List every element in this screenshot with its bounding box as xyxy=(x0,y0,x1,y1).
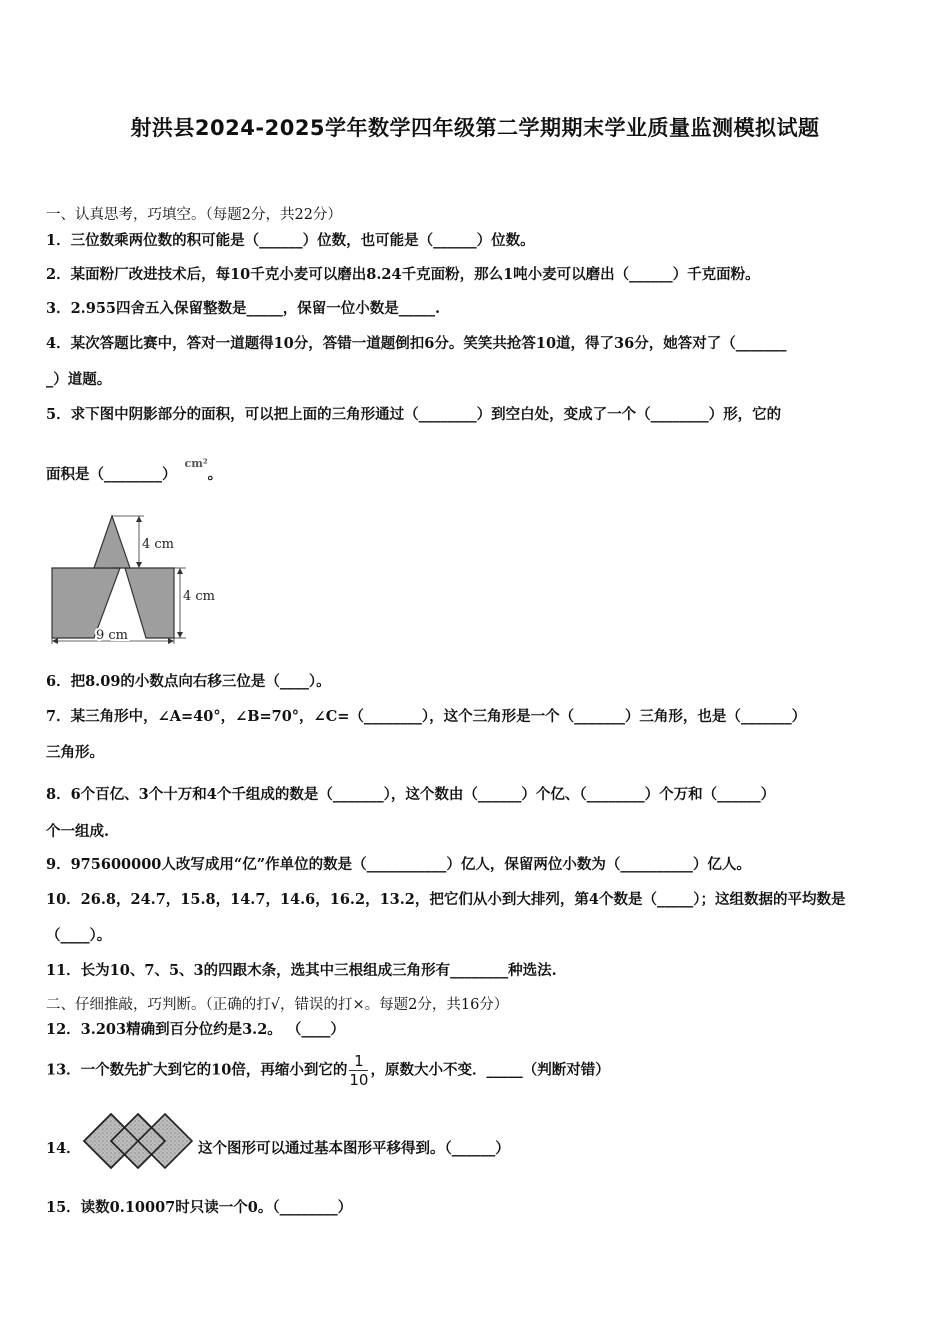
question-6: 6．把8.09的小数点向右移三位是（____）。 xyxy=(46,673,331,690)
question-13-post: ，原数大小不变．_____（判断对错） xyxy=(370,1061,610,1079)
question-5-line1: 5．求下图中阴影部分的面积，可以把上面的三角形通过（________）到空白处，变成了一个（________）形，它的 xyxy=(46,406,782,423)
question-14-number: 14． xyxy=(46,1140,81,1157)
question-5-text: 面积是（________） xyxy=(46,466,177,483)
question-13-pre: 13．一个数先扩大到它的10倍，再缩小到它的 xyxy=(46,1061,348,1079)
question-11: 11．长为10、7、5、3的四跟木条，选其中三根组成三角形有________种选法. xyxy=(46,962,557,979)
question-10-line1: 10．26.8，24.7，15.8，14.7，14.6，16.2，13.2，把它们从小到大排列，第4个数是（_____）；这组数据的平均数是 xyxy=(46,891,846,908)
question-7-line1: 7．某三角形中，∠A=40°，∠B=70°，∠C=（________），这个三角形是一个（_______）三角形，也是（_______） xyxy=(46,708,807,725)
question-5-line2 xyxy=(46,457,223,484)
diamond-pattern-figure xyxy=(82,1112,196,1170)
question-9: 9．975600000人改写成用“亿”作单位的数是（___________）亿人，保留两位小数为（__________）亿人。 xyxy=(46,856,751,873)
page-title: 射洪县2024-2025学年数学四年级第二学期期末学业质量监测模拟试题 xyxy=(130,116,820,140)
fraction-one-tenth xyxy=(349,1052,368,1089)
unit-cm2: cm² xyxy=(184,457,208,470)
question-3: 3．2.955四舍五入保留整数是_____，保留一位小数是_____. xyxy=(46,300,441,317)
question-7-line2: 三角形。 xyxy=(46,744,104,761)
fraction-numerator: 1 xyxy=(349,1052,368,1071)
label-top-height: 4 cm xyxy=(142,537,175,552)
label-right-height: 4 cm xyxy=(183,589,216,604)
shaded-top-triangle xyxy=(94,516,130,568)
question-13 xyxy=(46,1052,610,1089)
question-8-line2: 个一组成. xyxy=(46,823,110,840)
question-1: 1．三位数乘两位数的积可能是（______）位数，也可能是（______）位数。 xyxy=(46,232,535,249)
question-8-line1: 8．6个百亿、3个十万和4个千组成的数是（_______），这个数由（______）个亿、（________）个万和（______） xyxy=(46,786,776,803)
fraction-denominator: 10 xyxy=(349,1071,369,1089)
question-2: 2．某面粉厂改进技术后，每10千克小麦可以磨出8.24千克面粉，那么1吨小麦可以磨出（______）千克面粉。 xyxy=(46,266,760,283)
section-heading-2: 二、仔细推敲，巧判断。（正确的打√，错误的打×。每题2分，共16分） xyxy=(46,997,509,1013)
question-5-end: 。 xyxy=(207,466,223,483)
question-14-text: 这个图形可以通过基本图形平移得到。（______） xyxy=(198,1140,510,1157)
question-4-line2: _）道题。 xyxy=(46,371,112,388)
shaded-right-trapezoid xyxy=(125,568,174,638)
shaded-area-figure xyxy=(44,508,244,646)
section-heading-1: 一、认真思考，巧填空。（每题2分，共22分） xyxy=(46,207,342,223)
question-4-line1: 4．某次答题比赛中，答对一道题得10分，答错一道题倒扣6分。笑笑共抢答10道，得了36分，她答对了（_______ xyxy=(46,335,787,352)
question-12: 12．3.203精确到百分位约是3.2。 （____） xyxy=(46,1021,345,1038)
question-15: 15．读数0.10007时只读一个0。（________） xyxy=(46,1199,353,1216)
question-10-line2: （____）。 xyxy=(46,927,112,944)
label-bottom-width: 9 cm xyxy=(96,628,129,643)
